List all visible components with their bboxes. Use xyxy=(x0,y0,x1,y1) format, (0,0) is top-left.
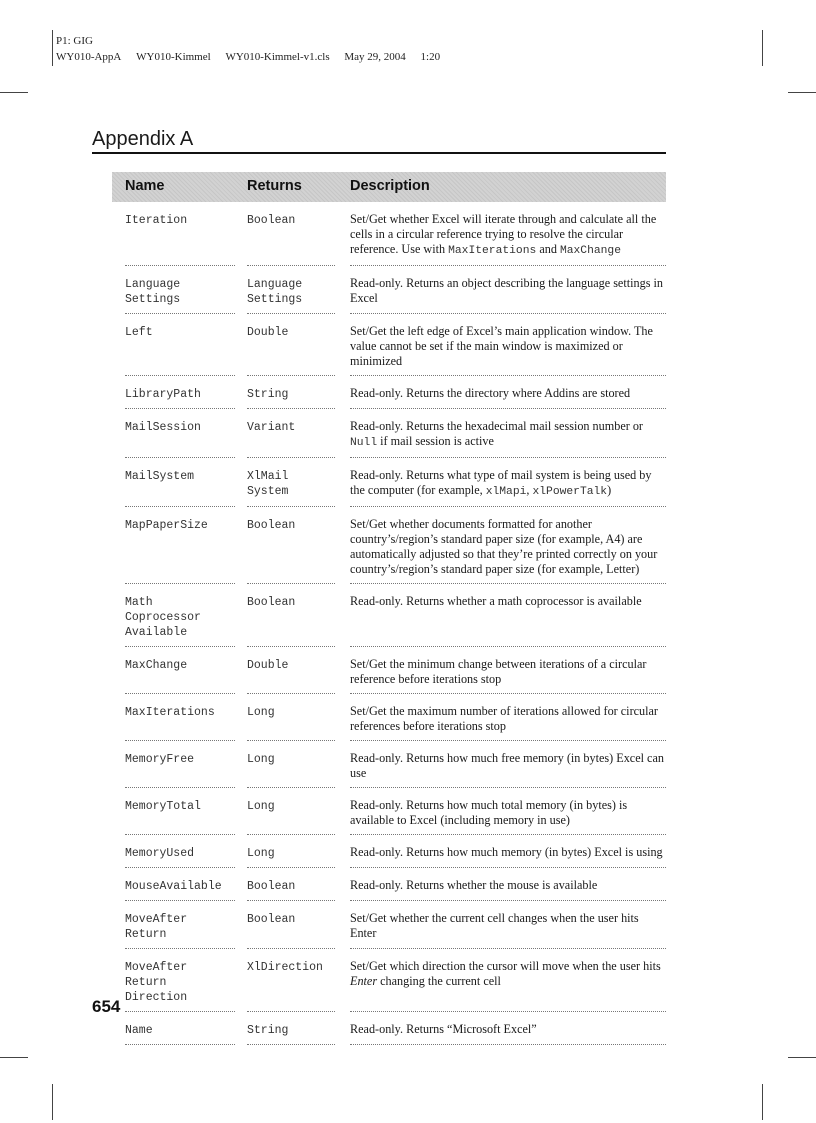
property-name: Left xyxy=(125,314,235,376)
description-text: Set/Get the maximum number of iterations allowed for circular references before iterations stop xyxy=(350,704,658,733)
description-text: Set/Get whether documents formatted for another country’s/region’s standard paper size (for example, A4) are automatically adjusted so that they’re printed correctly on your country’s/region’s standard paper size (for example, Letter) xyxy=(350,517,658,576)
description-text: ) xyxy=(607,483,612,497)
table-row xyxy=(112,409,666,458)
return-type: Boolean xyxy=(247,868,335,901)
property-description xyxy=(350,1012,666,1045)
property-description xyxy=(350,202,666,266)
property-name: Name xyxy=(125,1012,235,1045)
property-name: MemoryFree xyxy=(125,741,235,788)
title-rule xyxy=(92,152,666,154)
table-row xyxy=(112,376,666,409)
property-description xyxy=(350,314,666,376)
header-author: WY010-Kimmel xyxy=(136,51,211,63)
table-row xyxy=(112,507,666,584)
property-name: MouseAvailable xyxy=(125,868,235,901)
description-text: Null xyxy=(350,437,378,449)
return-type: Double xyxy=(247,314,335,376)
table-row xyxy=(112,868,666,901)
table-header xyxy=(112,172,666,202)
description-text: Read-only. Returns the hexadecimal mail session number or xyxy=(350,419,643,433)
property-description xyxy=(350,376,666,409)
properties-table xyxy=(112,172,666,1045)
crop-mark-left-lower xyxy=(0,1057,28,1058)
return-type: String xyxy=(247,1012,335,1045)
property-description xyxy=(350,788,666,835)
property-name: MoveAfter Return Direction xyxy=(125,949,235,1012)
property-name: MaxIterations xyxy=(125,694,235,741)
table-row xyxy=(112,202,666,266)
description-text: Read-only. Returns how much total memory (in bytes) is available to Excel (including memory in use) xyxy=(350,798,628,827)
return-type: XlDirection xyxy=(247,949,335,1012)
property-description xyxy=(350,694,666,741)
header-time: 1:20 xyxy=(420,51,441,63)
table-row xyxy=(112,741,666,788)
description-text: Read-only. Returns “Microsoft Excel” xyxy=(350,1022,537,1036)
table-row xyxy=(112,458,666,507)
property-description xyxy=(350,741,666,788)
description-text: xlPowerTalk xyxy=(532,486,608,498)
description-text: Read-only. Returns what type of mail system is being used by the computer (for example, xyxy=(350,468,652,497)
header-line-2 xyxy=(56,49,452,65)
crop-mark-bottom-right xyxy=(762,1084,763,1120)
table-row xyxy=(112,835,666,868)
property-description xyxy=(350,901,666,949)
description-text: Set/Get the minimum change between iterations of a circular reference before iterations stop xyxy=(350,657,647,686)
table-row xyxy=(112,584,666,647)
property-name: LibraryPath xyxy=(125,376,235,409)
property-description xyxy=(350,584,666,647)
description-text: Set/Get whether Excel will iterate through and calculate all the cells in a circular reference trying to resolve the circular reference. Use with xyxy=(350,212,657,256)
return-type: Long xyxy=(247,741,335,788)
description-text: Read-only. Returns the directory where Addins are stored xyxy=(350,386,631,400)
return-type: Long xyxy=(247,835,335,868)
description-text: Read-only. Returns whether the mouse is available xyxy=(350,878,598,892)
table-row xyxy=(112,901,666,949)
description-text: and xyxy=(536,242,560,256)
table-body xyxy=(112,202,666,1045)
description-text: Set/Get whether the current cell changes when the user hits Enter xyxy=(350,911,639,940)
description-text: Set/Get which direction the cursor will move when the user hits xyxy=(350,959,661,973)
property-description xyxy=(350,266,666,314)
property-description xyxy=(350,458,666,507)
return-type: Variant xyxy=(247,409,335,458)
return-type: Boolean xyxy=(247,202,335,266)
description-text: MaxIterations xyxy=(448,245,537,257)
property-name: MemoryTotal xyxy=(125,788,235,835)
property-name: Language Settings xyxy=(125,266,235,314)
property-description xyxy=(350,835,666,868)
crop-mark-right-upper xyxy=(788,92,816,93)
description-text: if mail session is active xyxy=(377,434,494,448)
description-text: Read-only. Returns how much free memory (in bytes) Excel can use xyxy=(350,751,664,780)
crop-mark-bottom-left xyxy=(52,1084,53,1120)
table-row xyxy=(112,1012,666,1045)
return-type: Long xyxy=(247,788,335,835)
description-text: Read-only. Returns an object describing the language settings in Excel xyxy=(350,276,663,305)
return-type: Boolean xyxy=(247,584,335,647)
description-text: MaxChange xyxy=(559,245,621,257)
header-returns: Returns xyxy=(247,178,302,194)
crop-mark-top-right xyxy=(762,30,763,66)
property-description xyxy=(350,409,666,458)
return-type: Boolean xyxy=(247,901,335,949)
property-description xyxy=(350,647,666,694)
description-text: Read-only. Returns whether a math coprocessor is available xyxy=(350,594,642,608)
return-type: Long xyxy=(247,694,335,741)
property-name: MaxChange xyxy=(125,647,235,694)
description-text: xlMapi xyxy=(485,486,527,498)
table-row xyxy=(112,647,666,694)
description-text: changing the current cell xyxy=(377,974,501,988)
table-row xyxy=(112,314,666,376)
return-type: XlMail System xyxy=(247,458,335,507)
description-text: Set/Get the left edge of Excel’s main application window. The value cannot be set if the main window is maximized or minimized xyxy=(350,324,653,368)
crop-mark-top-left xyxy=(52,30,53,66)
table-row xyxy=(112,694,666,741)
property-name: MoveAfter Return xyxy=(125,901,235,949)
header-name: Name xyxy=(125,178,165,194)
crop-mark-left-upper xyxy=(0,92,28,93)
return-type: String xyxy=(247,376,335,409)
header-code: WY010-AppA xyxy=(56,51,122,63)
header-description: Description xyxy=(350,178,430,194)
property-description xyxy=(350,868,666,901)
property-name: MailSession xyxy=(125,409,235,458)
return-type: Language Settings xyxy=(247,266,335,314)
property-name: Iteration xyxy=(125,202,235,266)
header-file: WY010-Kimmel-v1.cls xyxy=(225,51,330,63)
property-description xyxy=(350,949,666,1012)
property-name: MemoryUsed xyxy=(125,835,235,868)
property-name: MapPaperSize xyxy=(125,507,235,584)
table-row xyxy=(112,788,666,835)
description-text: Enter xyxy=(350,974,378,988)
table-row xyxy=(112,949,666,1012)
header-date: May 29, 2004 xyxy=(344,51,406,63)
page-title: Appendix A xyxy=(92,128,194,150)
description-text: Read-only. Returns how much memory (in bytes) Excel is using xyxy=(350,845,663,859)
property-name: MailSystem xyxy=(125,458,235,507)
return-type: Boolean xyxy=(247,507,335,584)
print-header xyxy=(56,33,452,65)
property-description xyxy=(350,507,666,584)
property-name: Math Coprocessor Available xyxy=(125,584,235,647)
crop-mark-right-lower xyxy=(788,1057,816,1058)
header-line-1: P1: GIG xyxy=(56,35,93,47)
description-text: , xyxy=(526,483,533,497)
table-row xyxy=(112,266,666,314)
page-number: 654 xyxy=(92,997,121,1016)
return-type: Double xyxy=(247,647,335,694)
